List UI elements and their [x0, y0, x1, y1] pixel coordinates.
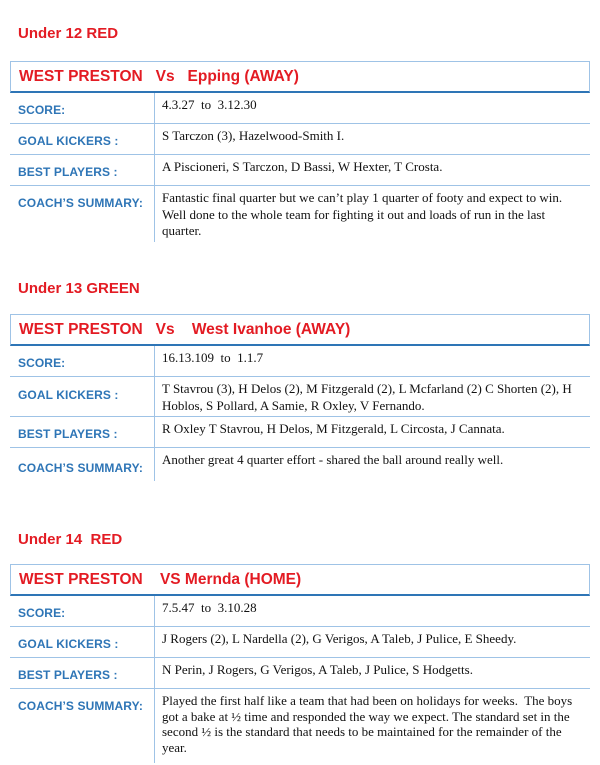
score-row	[10, 596, 590, 627]
best-players-row	[10, 417, 590, 448]
goal-kickers-label: GOAL KICKERS :	[18, 134, 119, 148]
match-title: WEST PRESTON Vs Epping (AWAY)	[19, 68, 299, 85]
best-players-row	[10, 658, 590, 689]
section-title: Under 13 GREEN	[18, 280, 140, 297]
coach-summary-value: Another great 4 quarter effort - shared the ball around really well.	[162, 452, 504, 467]
best-players-label: BEST PLAYERS :	[18, 668, 118, 682]
best-players-value: R Oxley T Stavrou, H Delos, M Fitzgerald, L Circosta, J Cannata.	[162, 421, 505, 436]
best-players-value: N Perin, J Rogers, G Verigos, A Taleb, J Pulice, S Hodgetts.	[162, 662, 473, 677]
goal-kickers-label: GOAL KICKERS :	[18, 637, 119, 651]
coach-summary-value: Played the first half like a team that had been on holidays for weeks. The boys got a bake at ½ time and responded the way we expect. The standard set in the second ½ is the standard that needs to be maintained for the remainder of the year.	[162, 693, 576, 755]
score-label: SCORE:	[18, 356, 66, 370]
coach-summary-row	[10, 448, 590, 481]
match-title: WEST PRESTON Vs West Ivanhoe (AWAY)	[19, 321, 351, 338]
section-title: Under 14 RED	[18, 531, 123, 548]
match-header	[10, 61, 590, 93]
match-title: WEST PRESTON VS Mernda (HOME)	[19, 571, 302, 588]
coach-summary-row	[10, 186, 590, 242]
goal-kickers-value: S Tarczon (3), Hazelwood-Smith I.	[162, 128, 345, 143]
coach-summary-label: COACH’S SUMMARY:	[18, 461, 143, 475]
score-value: 7.5.47 to 3.10.28	[162, 600, 257, 615]
match-header	[10, 564, 590, 596]
coach-summary-row	[10, 689, 590, 763]
section-title: Under 12 RED	[18, 25, 119, 42]
goal-kickers-value: J Rogers (2), L Nardella (2), G Verigos, A Taleb, J Pulice, E Sheedy.	[162, 631, 517, 646]
score-value: 4.3.27 to 3.12.30	[162, 97, 257, 112]
best-players-label: BEST PLAYERS :	[18, 165, 118, 179]
best-players-value: A Piscioneri, S Tarczon, D Bassi, W Hexter, T Crosta.	[162, 159, 443, 174]
score-label: SCORE:	[18, 103, 66, 117]
match-header	[10, 314, 590, 346]
coach-summary-value: Fantastic final quarter but we can’t play 1 quarter of footy and expect to win. Well done to the whole team for fighting it out and loads of run in the last quarter.	[162, 190, 569, 238]
score-value: 16.13.109 to 1.1.7	[162, 350, 264, 365]
goal-kickers-row	[10, 377, 590, 417]
goal-kickers-label: GOAL KICKERS :	[18, 388, 119, 402]
goal-kickers-row	[10, 124, 590, 155]
best-players-label: BEST PLAYERS :	[18, 427, 118, 441]
best-players-row	[10, 155, 590, 186]
score-label: SCORE:	[18, 606, 66, 620]
score-row	[10, 346, 590, 377]
coach-summary-label: COACH’S SUMMARY:	[18, 699, 143, 713]
goal-kickers-value: T Stavrou (3), H Delos (2), M Fitzgerald (2), L Mcfarland (2) C Shorten (2), H Hoblos, S Pollard, A Samie, R Oxley, V Fernando.	[162, 381, 576, 413]
coach-summary-label: COACH’S SUMMARY:	[18, 196, 143, 210]
score-row	[10, 93, 590, 124]
goal-kickers-row	[10, 627, 590, 658]
